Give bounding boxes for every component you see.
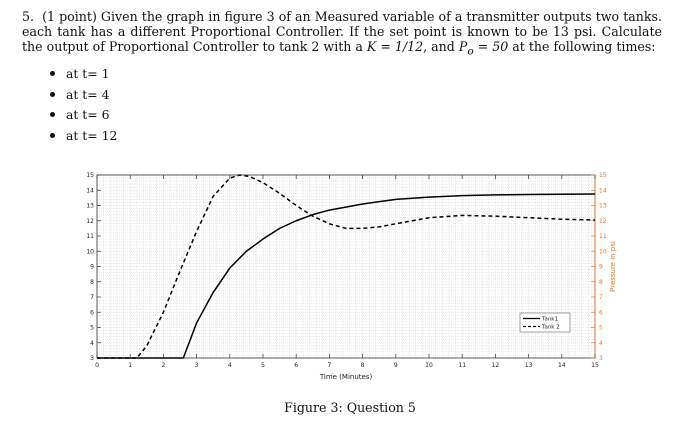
question-body-3: at the following times: bbox=[508, 39, 656, 55]
bullet-dot-icon bbox=[50, 71, 55, 76]
y-tick-label: 5 bbox=[90, 324, 94, 332]
y-tick-label-right: 14 bbox=[599, 187, 607, 195]
y-tick-label: 15 bbox=[86, 172, 94, 179]
p-subscript: o bbox=[467, 45, 474, 58]
y-tick-label: 14 bbox=[86, 187, 94, 195]
bullet-item: at t= 1 bbox=[50, 66, 117, 87]
x-tick-label: 6 bbox=[294, 362, 299, 369]
x-tick-label: 15 bbox=[591, 362, 599, 369]
y-tick-label: 8 bbox=[90, 278, 94, 286]
bullet-dot-icon bbox=[50, 133, 55, 138]
x-tick-label: 10 bbox=[425, 362, 433, 369]
x-tick-label: 11 bbox=[458, 362, 467, 369]
y-tick-label-right: 15 bbox=[599, 172, 607, 179]
y-tick-label: 9 bbox=[90, 263, 94, 271]
y-tick-label-right: 7 bbox=[599, 294, 603, 301]
y-tick-label-right: 3 bbox=[599, 355, 603, 362]
y-tick-label-right: 13 bbox=[599, 202, 607, 210]
y-tick-label: 4 bbox=[90, 339, 94, 347]
chart-svg bbox=[70, 165, 640, 395]
question-body-2: , and bbox=[423, 39, 459, 55]
x-axis-label: Time (Minutes) bbox=[319, 373, 373, 381]
y-tick-label-right: 10 bbox=[599, 248, 607, 256]
y-tick-label-right: 11 bbox=[599, 233, 607, 240]
y-tick-label: 6 bbox=[90, 309, 94, 317]
x-tick-label: 7 bbox=[327, 362, 332, 369]
y-tick-label: 12 bbox=[86, 217, 94, 225]
y-tick-label: 11 bbox=[86, 233, 94, 240]
y-tick-label: 10 bbox=[86, 248, 94, 256]
question-text bbox=[22, 9, 662, 60]
y-tick-label: 7 bbox=[90, 294, 94, 301]
y-tick-label-right: 8 bbox=[599, 278, 603, 286]
x-tick-label: 12 bbox=[491, 362, 500, 369]
question-number: 5. bbox=[22, 9, 35, 24]
y-tick-label: 3 bbox=[90, 355, 94, 362]
bullet-dot-icon bbox=[50, 112, 55, 117]
y-tick-label: 13 bbox=[86, 202, 94, 210]
figure-caption: Figure 3: Question 5 bbox=[284, 400, 416, 415]
x-tick-label: 2 bbox=[161, 362, 166, 369]
x-tick-label: 5 bbox=[261, 362, 265, 369]
p-expression: $P_o = 50$ bbox=[458, 39, 509, 58]
y-tick-label-right: 12 bbox=[599, 217, 607, 225]
x-tick-label: 13 bbox=[524, 362, 533, 369]
legend-label: Tank 2 bbox=[542, 324, 560, 331]
y-tick-label-right: 5 bbox=[599, 324, 603, 332]
x-tick-label: 8 bbox=[360, 362, 365, 369]
x-tick-label: 3 bbox=[194, 362, 199, 369]
tank-pressure-chart bbox=[70, 165, 640, 395]
y-tick-label-right: 9 bbox=[599, 263, 603, 271]
y-axis-label-right: Pressure in psi bbox=[609, 241, 617, 292]
x-tick-label: 1 bbox=[128, 362, 133, 369]
chart-legend bbox=[520, 313, 570, 332]
x-tick-label: 9 bbox=[393, 362, 398, 369]
x-tick-label: 0 bbox=[95, 362, 99, 369]
k-expression: K = 1/12 bbox=[366, 39, 424, 55]
bullet-dot-icon bbox=[50, 92, 55, 97]
x-tick-label: 14 bbox=[557, 362, 566, 369]
bullet-item: at t= 6 bbox=[50, 107, 117, 128]
time-bullet-list bbox=[50, 66, 117, 148]
legend-label: Tank1 bbox=[542, 316, 558, 323]
x-tick-label: 4 bbox=[227, 362, 232, 369]
question-body-1: (1 point) Given the graph in figure 3 of an Measured variable of a transmitter outputs two tanks. each tank has a different Proportional Controller. If the set point is known to be 13 psi. Calculate the output of Proportional Controller to tank 2 with a bbox=[22, 9, 662, 55]
bullet-item: at t= 4 bbox=[50, 87, 117, 108]
y-tick-label-right: 6 bbox=[599, 309, 603, 317]
y-tick-label-right: 4 bbox=[599, 339, 603, 347]
bullet-item: at t= 12 bbox=[50, 128, 117, 149]
